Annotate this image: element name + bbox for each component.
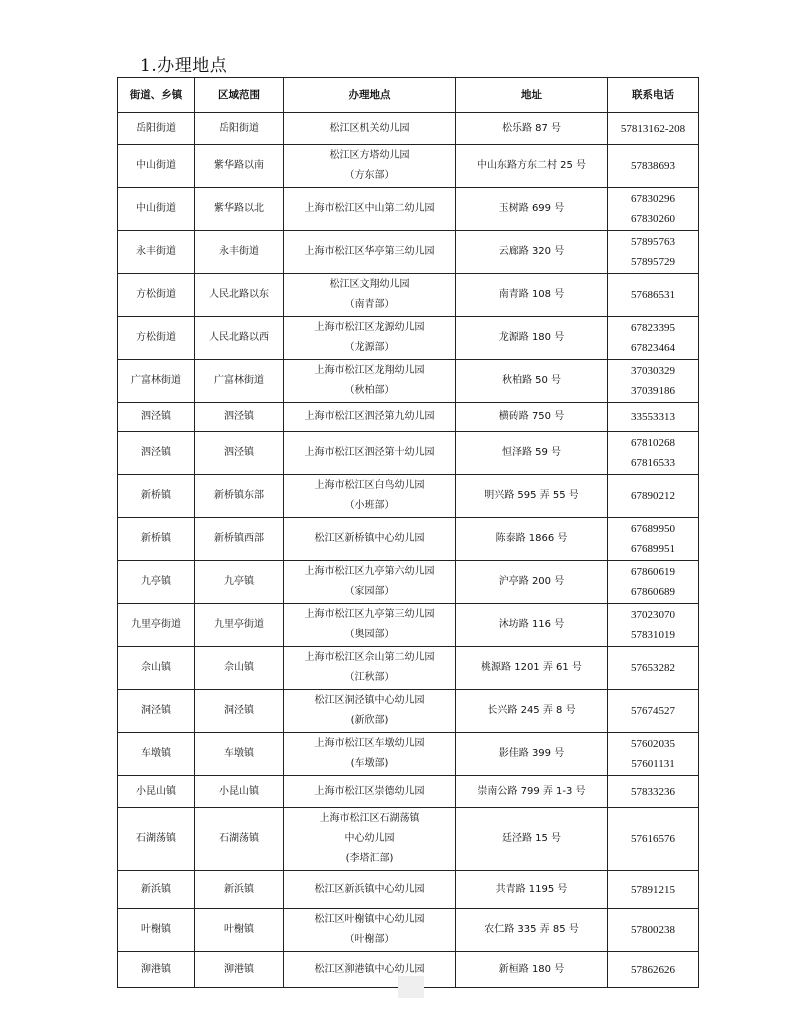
site-line: (新欣部) xyxy=(350,715,389,726)
phone-number: 37023070 xyxy=(631,609,675,621)
street-cell: 小昆山镇 xyxy=(118,776,195,808)
address-cell: 明兴路 595 弄 55 号 xyxy=(456,475,608,518)
site-cell xyxy=(284,690,456,733)
address-cell: 崇南公路 799 弄 1-3 号 xyxy=(456,776,608,808)
site-line: 上海市松江区龙翔幼儿园 xyxy=(314,365,425,376)
street-cell: 新桥镇 xyxy=(118,475,195,518)
site-line: 上海市松江区泗泾第九幼儿园 xyxy=(304,411,435,422)
phone-cell xyxy=(608,231,699,274)
site-line: 松江区机关幼儿园 xyxy=(329,122,410,134)
street-cell: 石湖荡镇 xyxy=(118,808,195,871)
phone-number: 57895729 xyxy=(631,256,675,268)
site-line: 上海市松江区白鸟幼儿园 xyxy=(314,480,425,491)
site-cell xyxy=(284,231,456,274)
site-line: 松江区文翔幼儿园 xyxy=(329,279,410,290)
area-cell: 紫华路以南 xyxy=(195,145,284,188)
phone-number: 37030329 xyxy=(631,365,675,377)
street-cell: 泖港镇 xyxy=(118,952,195,988)
phone-cell xyxy=(608,733,699,776)
site-line: 松江区泖港镇中心幼儿园 xyxy=(314,963,425,975)
street-cell: 新桥镇 xyxy=(118,518,195,561)
site-cell xyxy=(284,113,456,145)
phone-number: 67823395 xyxy=(631,322,675,334)
phone-number: 57601131 xyxy=(631,758,675,770)
site-line: （秋柏部） xyxy=(344,385,395,396)
phone-number: 67860689 xyxy=(631,586,675,598)
site-cell xyxy=(284,561,456,604)
phone-number: 67830260 xyxy=(631,213,675,225)
table-row xyxy=(118,604,699,647)
address-cell: 桃源路 1201 弄 61 号 xyxy=(456,647,608,690)
phone-number: 67890212 xyxy=(631,490,675,502)
street-cell: 岳阳街道 xyxy=(118,113,195,145)
site-line: 松江区洞泾镇中心幼儿园 xyxy=(314,695,425,706)
site-line: 松江区新桥镇中心幼儿园 xyxy=(314,533,425,544)
address-cell: 影佳路 399 号 xyxy=(456,733,608,776)
phone-cell xyxy=(608,871,699,909)
phone-number: 33553313 xyxy=(631,411,675,423)
area-cell: 新桥镇东部 xyxy=(195,475,284,518)
site-cell xyxy=(284,518,456,561)
street-cell: 中山街道 xyxy=(118,188,195,231)
street-cell: 广富林街道 xyxy=(118,360,195,403)
site-line: 松江区新浜镇中心幼儿园 xyxy=(314,883,425,895)
site-line: 松江区方塔幼儿园 xyxy=(329,150,410,161)
street-cell: 叶榭镇 xyxy=(118,909,195,952)
site-line: （方东部） xyxy=(344,170,395,181)
site-cell xyxy=(284,909,456,952)
table-row xyxy=(118,561,699,604)
phone-number: 57891215 xyxy=(631,883,675,896)
area-cell: 广富林街道 xyxy=(195,360,284,403)
site-line: 上海市松江区泗泾第十幼儿园 xyxy=(304,447,435,458)
phone-cell xyxy=(608,776,699,808)
location-table xyxy=(117,77,699,988)
phone-cell xyxy=(608,403,699,432)
area-cell: 紫华路以北 xyxy=(195,188,284,231)
phone-cell xyxy=(608,518,699,561)
area-cell: 岳阳街道 xyxy=(195,113,284,145)
phone-cell xyxy=(608,475,699,518)
area-cell: 新浜镇 xyxy=(195,871,284,909)
header-street: 街道、乡镇 xyxy=(118,78,195,113)
address-cell: 南青路 108 号 xyxy=(456,274,608,317)
street-cell: 车墩镇 xyxy=(118,733,195,776)
address-cell: 农仁路 335 弄 85 号 xyxy=(456,909,608,952)
street-cell: 永丰街道 xyxy=(118,231,195,274)
address-cell: 玉树路 699 号 xyxy=(456,188,608,231)
site-cell xyxy=(284,475,456,518)
site-cell xyxy=(284,733,456,776)
phone-cell xyxy=(608,690,699,733)
table-row xyxy=(118,647,699,690)
phone-number: 57813162-208 xyxy=(620,122,686,135)
address-cell: 云廊路 320 号 xyxy=(456,231,608,274)
table-header-row xyxy=(118,78,699,113)
phone-cell xyxy=(608,360,699,403)
table-row xyxy=(118,518,699,561)
site-line: 上海市松江区崇德幼儿园 xyxy=(314,785,425,797)
street-cell: 佘山镇 xyxy=(118,647,195,690)
header-phone: 联系电话 xyxy=(608,78,699,113)
address-cell: 横砖路 750 号 xyxy=(456,403,608,432)
street-cell: 九里亭街道 xyxy=(118,604,195,647)
area-cell: 人民北路以东 xyxy=(195,274,284,317)
section-title: 1.办理地点 xyxy=(140,56,228,76)
phone-number: 57831019 xyxy=(631,629,675,641)
area-cell: 九亭镇 xyxy=(195,561,284,604)
phone-cell xyxy=(608,647,699,690)
site-line: （南青部） xyxy=(344,299,395,310)
phone-cell xyxy=(608,317,699,360)
area-cell: 泖港镇 xyxy=(195,952,284,988)
table-body xyxy=(118,113,699,988)
phone-number: 57838693 xyxy=(631,160,675,172)
table-row xyxy=(118,317,699,360)
table-row xyxy=(118,113,699,145)
phone-number: 67810268 xyxy=(631,437,675,449)
phone-cell xyxy=(608,604,699,647)
phone-number: 57653282 xyxy=(631,662,675,674)
table-row xyxy=(118,690,699,733)
site-cell xyxy=(284,188,456,231)
street-cell: 方松街道 xyxy=(118,274,195,317)
phone-number: 57674527 xyxy=(631,705,675,717)
address-cell: 恒泽路 59 号 xyxy=(456,432,608,475)
street-cell: 新浜镇 xyxy=(118,871,195,909)
site-line: （小班部） xyxy=(344,500,395,511)
address-cell: 沪亭路 200 号 xyxy=(456,561,608,604)
street-cell: 泗泾镇 xyxy=(118,432,195,475)
site-cell xyxy=(284,776,456,808)
site-cell xyxy=(284,604,456,647)
header-area: 区域范围 xyxy=(195,78,284,113)
site-line: 上海市松江区龙源幼儿园 xyxy=(314,322,425,333)
site-cell xyxy=(284,871,456,909)
site-line: 上海市松江区车墩幼儿园 xyxy=(314,738,425,749)
site-cell xyxy=(284,360,456,403)
address-cell: 松乐路 87 号 xyxy=(456,113,608,145)
site-line: 上海市松江区佘山第二幼儿园 xyxy=(304,652,435,663)
phone-number: 67830296 xyxy=(631,193,675,205)
phone-cell xyxy=(608,808,699,871)
address-cell: 秋柏路 50 号 xyxy=(456,360,608,403)
area-cell: 洞泾镇 xyxy=(195,690,284,733)
phone-number: 67689950 xyxy=(631,523,675,535)
phone-cell xyxy=(608,274,699,317)
phone-cell xyxy=(608,952,699,988)
site-line: （家园部） xyxy=(344,586,395,597)
area-cell: 九里亭街道 xyxy=(195,604,284,647)
site-line: 上海市松江区九亭第六幼儿园 xyxy=(304,566,435,577)
site-line: 上海市松江区华亭第三幼儿园 xyxy=(304,246,435,257)
phone-number: 57616576 xyxy=(631,833,675,845)
phone-number: 57800238 xyxy=(631,924,675,936)
street-cell: 方松街道 xyxy=(118,317,195,360)
site-cell xyxy=(284,432,456,475)
address-cell: 沐坊路 116 号 xyxy=(456,604,608,647)
site-line: （奥园部） xyxy=(344,629,395,640)
header-site: 办理地点 xyxy=(284,78,456,113)
area-cell: 叶榭镇 xyxy=(195,909,284,952)
area-cell: 小昆山镇 xyxy=(195,776,284,808)
phone-cell xyxy=(608,432,699,475)
table-row xyxy=(118,808,699,871)
phone-cell xyxy=(608,188,699,231)
phone-number: 57895763 xyxy=(631,236,675,248)
address-cell: 陈泰路 1866 号 xyxy=(456,518,608,561)
area-cell: 永丰街道 xyxy=(195,231,284,274)
table-row xyxy=(118,360,699,403)
phone-number: 57862626 xyxy=(631,963,675,976)
address-cell: 廷泾路 15 号 xyxy=(456,808,608,871)
table-row xyxy=(118,776,699,808)
site-cell xyxy=(284,274,456,317)
table-row xyxy=(118,231,699,274)
table-row xyxy=(118,909,699,952)
area-cell: 新桥镇西部 xyxy=(195,518,284,561)
site-line: 上海市松江区中山第二幼儿园 xyxy=(304,203,435,214)
site-line: （江秋部） xyxy=(344,672,395,683)
table-row xyxy=(118,432,699,475)
address-cell: 龙源路 180 号 xyxy=(456,317,608,360)
phone-number: 67689951 xyxy=(631,543,675,555)
table-row xyxy=(118,188,699,231)
site-cell xyxy=(284,647,456,690)
area-cell: 人民北路以西 xyxy=(195,317,284,360)
area-cell: 佘山镇 xyxy=(195,647,284,690)
phone-cell xyxy=(608,113,699,145)
street-cell: 中山街道 xyxy=(118,145,195,188)
phone-cell xyxy=(608,909,699,952)
site-cell xyxy=(284,403,456,432)
phone-cell xyxy=(608,145,699,188)
area-cell: 泗泾镇 xyxy=(195,432,284,475)
site-line: 松江区叶榭镇中心幼儿园 xyxy=(314,914,425,925)
phone-number: 67823464 xyxy=(631,342,675,354)
site-cell xyxy=(284,317,456,360)
phone-number: 57833236 xyxy=(631,785,675,798)
site-line: （叶榭部） xyxy=(344,934,395,945)
phone-number: 57602035 xyxy=(631,738,675,750)
table-row xyxy=(118,871,699,909)
site-cell xyxy=(284,808,456,871)
header-address: 地址 xyxy=(456,78,608,113)
table-row xyxy=(118,145,699,188)
street-cell: 泗泾镇 xyxy=(118,403,195,432)
phone-number: 37039186 xyxy=(631,385,675,397)
phone-cell xyxy=(608,561,699,604)
address-cell: 长兴路 245 弄 8 号 xyxy=(456,690,608,733)
site-line: 中心幼儿园 xyxy=(344,833,395,844)
phone-number: 67860619 xyxy=(631,566,675,578)
table-row xyxy=(118,733,699,776)
street-cell: 九亭镇 xyxy=(118,561,195,604)
address-cell: 共青路 1195 号 xyxy=(456,871,608,909)
area-cell: 泗泾镇 xyxy=(195,403,284,432)
site-line: 上海市松江区石湖荡镇 xyxy=(319,813,420,824)
table-row xyxy=(118,475,699,518)
area-cell: 石湖荡镇 xyxy=(195,808,284,871)
site-cell xyxy=(284,952,456,988)
street-cell: 洞泾镇 xyxy=(118,690,195,733)
site-line: (车墩部) xyxy=(350,758,389,769)
page-footer-marker xyxy=(398,976,424,998)
site-cell xyxy=(284,145,456,188)
site-line: （龙源部） xyxy=(344,342,395,353)
site-line: 上海市松江区九亭第三幼儿园 xyxy=(304,609,435,620)
area-cell: 车墩镇 xyxy=(195,733,284,776)
phone-number: 57686531 xyxy=(631,289,675,301)
phone-number: 67816533 xyxy=(631,457,675,469)
address-cell: 新桓路 180 号 xyxy=(456,952,608,988)
address-cell: 中山东路方东二村 25 号 xyxy=(456,145,608,188)
table-row xyxy=(118,274,699,317)
table-row xyxy=(118,403,699,432)
site-line: (李塔汇部) xyxy=(345,853,394,864)
